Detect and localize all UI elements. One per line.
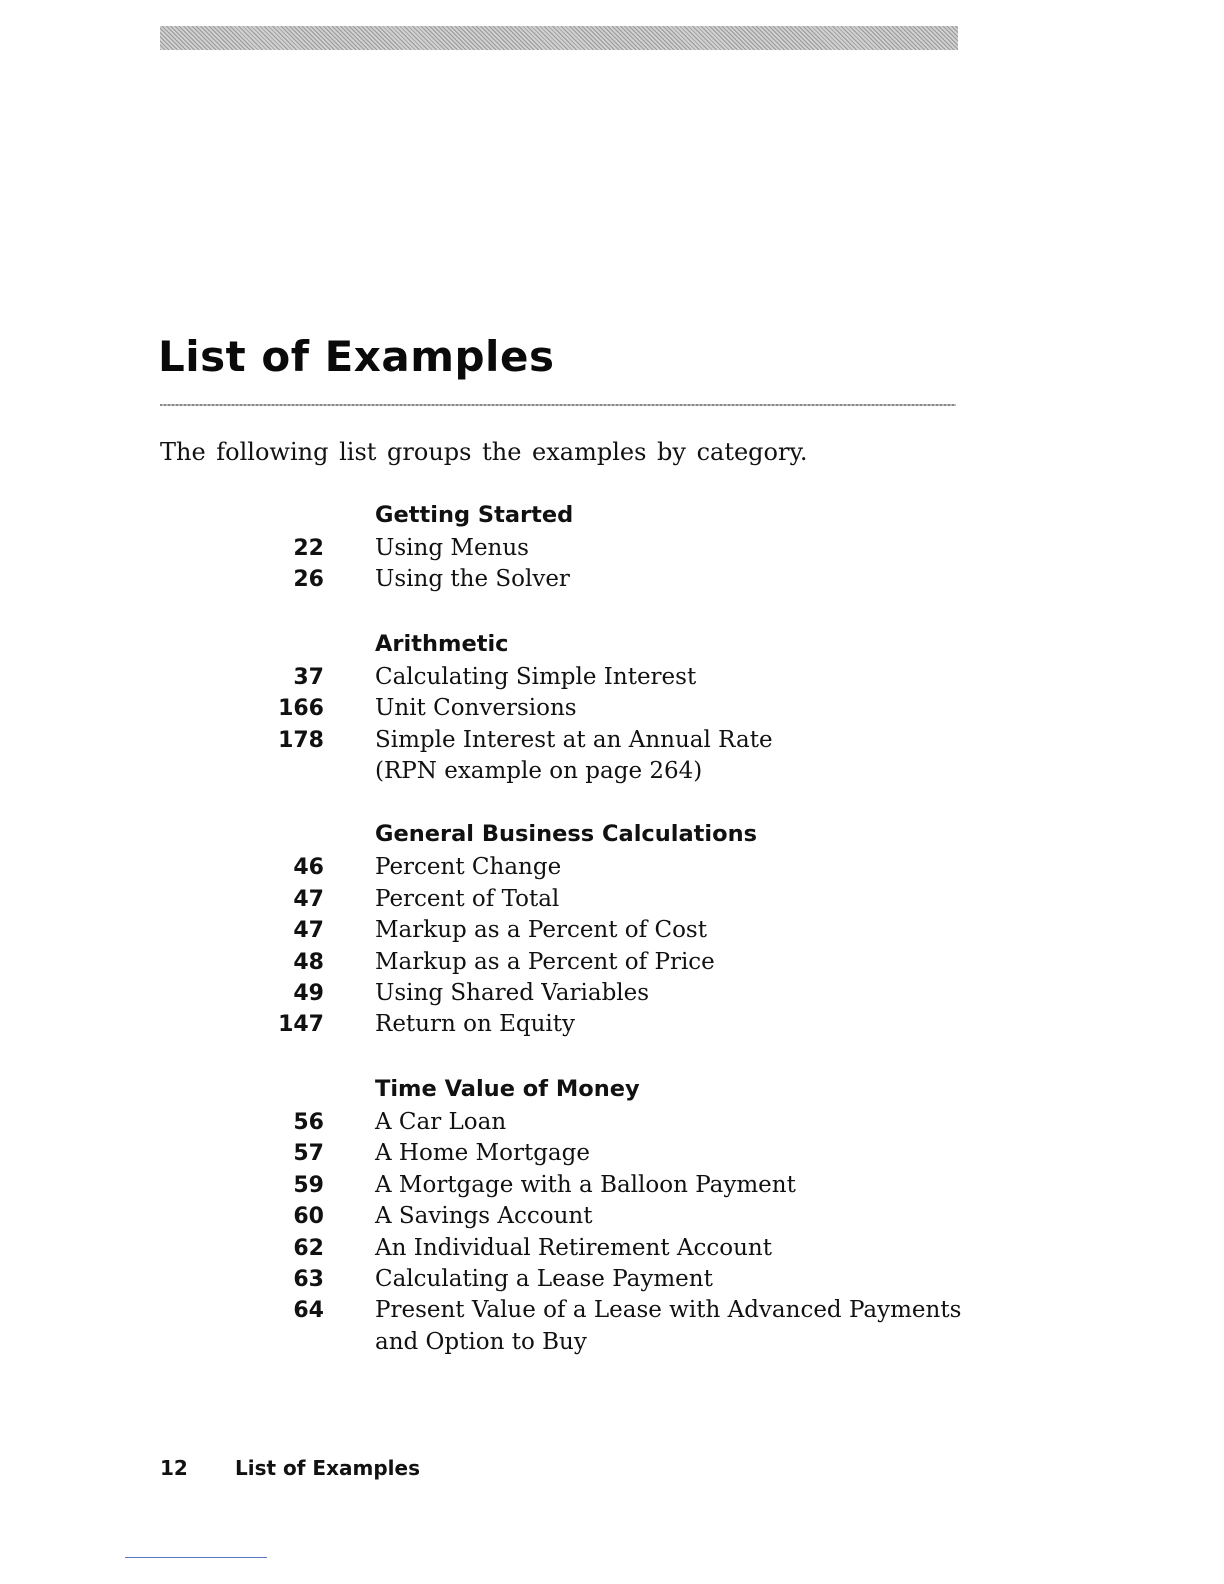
example-page-number: 26 [293,567,324,593]
example-page-number: 22 [293,536,324,561]
example-title: A Mortgage with a Balloon Payment [375,1171,796,1198]
example-title: Return on Equity [375,1011,575,1038]
example-title: Percent of Total [375,885,560,912]
example-page-number: 63 [293,1266,324,1292]
example-entry [0,1009,1224,1040]
example-title-continuation: and Option to Buy [375,1328,587,1355]
category-section [0,816,1224,1040]
example-entry [0,915,1224,946]
category-section [0,626,1224,787]
example-page-number: 37 [293,664,324,690]
example-entry [0,533,1224,564]
example-title: Using Menus [375,535,529,561]
example-page-number: 147 [278,1012,324,1038]
footer-page-number: 12 [160,1456,188,1480]
example-title: Markup as a Percent of Cost [375,917,707,944]
example-entry [0,1170,1224,1201]
example-entry [0,978,1224,1009]
example-title: Markup as a Percent of Price [375,948,715,975]
example-title: A Home Mortgage [375,1140,590,1167]
example-entry [0,1107,1224,1138]
example-title: Unit Conversions [375,695,577,722]
intro-text: The following list groups the examples by category. [160,438,808,466]
category-section [0,497,1224,596]
example-entry [0,1201,1224,1232]
example-page-number: 178 [278,727,324,753]
example-entry [0,662,1224,693]
examples-list [0,497,1224,1387]
example-entry [0,1138,1224,1169]
example-page-number: 166 [278,696,324,722]
example-page-number: 57 [293,1141,324,1167]
example-title: Calculating a Lease Payment [375,1265,713,1292]
example-title: A Car Loan [375,1108,507,1135]
footer-running-title: List of Examples [235,1456,420,1480]
header-band [160,26,958,50]
bottom-rule [125,1557,267,1558]
example-page-number: 49 [293,981,324,1007]
example-entry [0,884,1224,915]
page-title: List of Examples [158,332,555,381]
example-title-continuation: (RPN example on page 264) [375,758,703,785]
example-title: An Individual Retirement Account [375,1234,772,1261]
page-footer [160,1456,420,1480]
example-entry [0,852,1224,883]
category-heading: Time Value of Money [375,1075,640,1102]
category-heading: General Business Calculations [375,821,757,848]
example-entry [0,693,1224,724]
example-title: Using the Solver [375,566,570,593]
example-entry [0,1264,1224,1295]
example-title: Using Shared Variables [375,980,650,1007]
example-page-number: 59 [293,1172,324,1198]
example-entry [0,725,1224,756]
example-title: Simple Interest at an Annual Rate [375,726,773,753]
example-page-number: 47 [293,918,324,944]
example-title: Calculating Simple Interest [375,663,697,690]
category-heading: Arithmetic [375,630,509,657]
title-rule [160,404,956,406]
example-page-number: 47 [293,886,324,912]
category-heading: Getting Started [375,502,574,528]
example-title: Present Value of a Lease with Advanced Payments [375,1297,962,1324]
example-title: A Savings Account [375,1203,593,1230]
example-title: Percent Change [375,854,562,881]
example-page-number: 62 [293,1235,324,1261]
example-entry [0,947,1224,978]
example-entry [0,564,1224,595]
example-page-number: 64 [293,1298,324,1324]
example-page-number: 60 [293,1204,324,1230]
example-page-number: 48 [293,949,324,975]
example-entry [0,1233,1224,1264]
example-page-number: 46 [293,855,324,881]
example-entry [0,1295,1224,1326]
category-section [0,1071,1224,1357]
example-page-number: 56 [293,1109,324,1135]
